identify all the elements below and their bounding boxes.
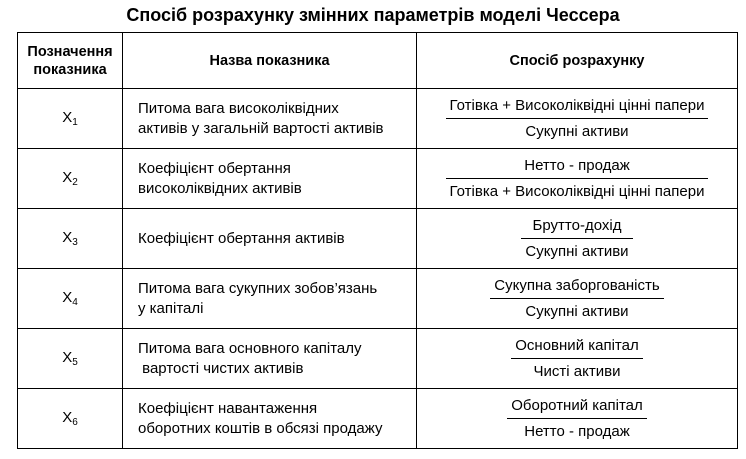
- indicator-name-line1: Питома вага основного капіталу: [138, 339, 362, 357]
- header-indicator-symbol-line1: Позначення: [27, 43, 113, 60]
- fraction-denominator: Чисті активи: [533, 363, 621, 380]
- fraction-bar: [446, 118, 709, 119]
- table-header-row: [18, 33, 738, 89]
- symbol-letter: X: [62, 409, 73, 426]
- indicator-symbol: [18, 89, 123, 149]
- indicator-symbol: [18, 149, 123, 209]
- table-row: [18, 89, 738, 149]
- indicator-symbol: [18, 209, 123, 269]
- symbol-letter: X: [62, 169, 73, 186]
- indicator-name-line1: Питома вага високоліквідних: [138, 99, 339, 117]
- symbol-subscript: 6: [72, 417, 78, 428]
- fraction-numerator: Основний капітал: [515, 337, 639, 354]
- calculation-formula: [417, 329, 738, 389]
- calculation-formula: [417, 389, 738, 449]
- symbol-subscript: 5: [72, 357, 78, 368]
- indicator-name: [123, 389, 417, 449]
- table-row: [18, 209, 738, 269]
- fraction: [490, 275, 663, 322]
- chesser-parameters-table: [17, 32, 738, 449]
- fraction-denominator: Сукупні активи: [525, 123, 629, 140]
- fraction: [446, 155, 709, 202]
- fraction-denominator: Готівка + Високоліквідні цінні папери: [449, 183, 705, 200]
- symbol-letter: X: [62, 229, 73, 246]
- symbol-subscript: 2: [72, 177, 78, 188]
- header-indicator-symbol: [18, 33, 123, 89]
- symbol-letter: X: [62, 109, 73, 126]
- indicator-name-line1: Коефіцієнт навантаження: [138, 399, 318, 417]
- symbol-subscript: 4: [72, 297, 78, 308]
- calculation-formula: [417, 149, 738, 209]
- indicator-symbol: [18, 269, 123, 329]
- fraction: [511, 335, 642, 382]
- fraction-denominator: Нетто - продаж: [524, 423, 630, 440]
- indicator-name-line1: Коефіцієнт обертання активів: [138, 229, 345, 247]
- calculation-formula: [417, 209, 738, 269]
- fraction: [507, 395, 647, 442]
- indicator-symbol: [18, 329, 123, 389]
- symbol-subscript: 3: [72, 237, 78, 248]
- table-row: [18, 389, 738, 449]
- table-row: [18, 329, 738, 389]
- indicator-name: [123, 149, 417, 209]
- indicator-name-line2: оборотних коштів в обсязі продажу: [138, 419, 383, 437]
- symbol-subscript: 1: [72, 117, 78, 128]
- fraction-denominator: Сукупні активи: [525, 243, 629, 260]
- fraction-numerator: Брутто-дохід: [532, 217, 622, 234]
- indicator-name-line2: активів у загальній вартості активів: [138, 119, 384, 137]
- document-title: Спосіб розрахунку змінних параметрів моделі Чессера: [126, 5, 620, 25]
- indicator-name-line1: Питома вага сукупних зобов’язань: [138, 279, 378, 297]
- calculation-formula: [417, 89, 738, 149]
- indicator-name: [123, 329, 417, 389]
- indicator-name: [123, 89, 417, 149]
- symbol-letter: X: [62, 349, 73, 366]
- fraction-bar: [511, 358, 642, 359]
- header-calculation-method: Спосіб розрахунку: [417, 33, 738, 89]
- fraction-bar: [446, 178, 709, 179]
- fraction-bar: [490, 298, 663, 299]
- calculation-formula: [417, 269, 738, 329]
- header-indicator-name: Назва показника: [123, 33, 417, 89]
- fraction: [446, 95, 709, 142]
- fraction-numerator: Сукупна заборгованість: [494, 277, 660, 294]
- indicator-symbol: [18, 389, 123, 449]
- fraction-numerator: Нетто - продаж: [524, 157, 630, 174]
- header-indicator-symbol-line2: показника: [33, 61, 107, 78]
- indicator-name-line1: Коефіцієнт обертання: [138, 159, 291, 177]
- table-row: [18, 269, 738, 329]
- fraction-numerator: Готівка + Високоліквідні цінні папери: [449, 97, 705, 114]
- fraction-denominator: Сукупні активи: [525, 303, 629, 320]
- table-row: [18, 149, 738, 209]
- indicator-name: [123, 269, 417, 329]
- indicator-name: [123, 209, 417, 269]
- fraction-numerator: Оборотний капітал: [511, 397, 643, 414]
- fraction-bar: [521, 238, 632, 239]
- indicator-name-line2: вартості чистих активів: [138, 359, 304, 377]
- indicator-name-line2: високоліквідних активів: [138, 179, 302, 197]
- fraction: [521, 215, 632, 262]
- symbol-letter: X: [62, 289, 73, 306]
- indicator-name-line2: у капіталі: [138, 299, 204, 317]
- fraction-bar: [507, 418, 647, 419]
